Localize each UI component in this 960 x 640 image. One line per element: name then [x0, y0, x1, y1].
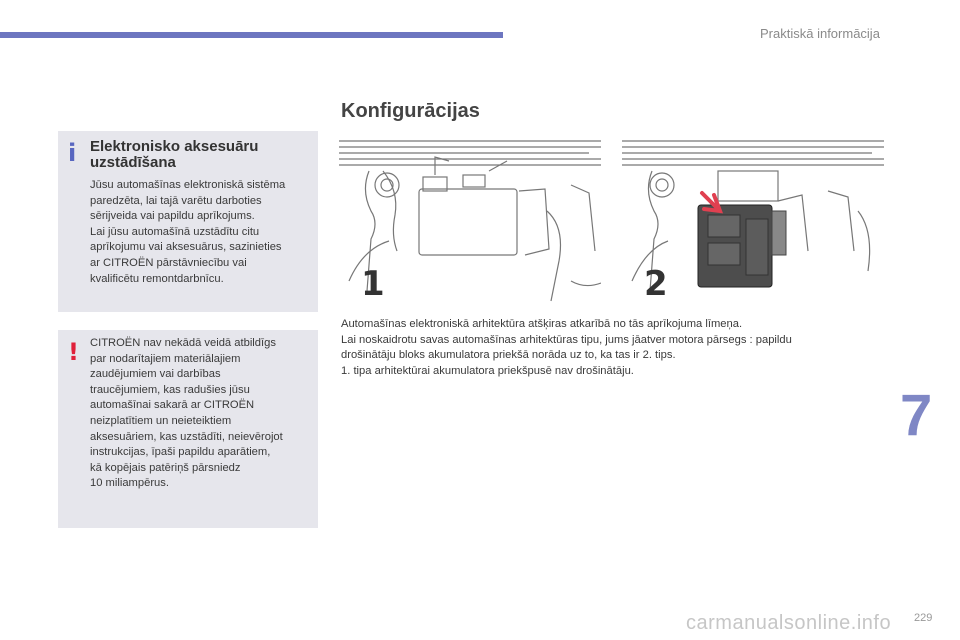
heading-line: uzstādīšana	[90, 154, 176, 171]
info-box	[58, 131, 318, 312]
body-line: ar CITROËN pārstāvniecību vai	[90, 256, 247, 269]
body-line: automašīnai sakarā ar CITROËN	[90, 399, 255, 412]
figure-label-2: 2	[644, 264, 668, 304]
body-line: Lai jūsu automašīnā uzstādītu citu	[90, 225, 260, 238]
warning-box	[58, 330, 318, 528]
main-heading: Konfigurācijas	[341, 100, 480, 122]
body-line: Automašīnas elektroniskā arhitektūra atšķiras atkarībā no tās aprīkojuma līmeņa.	[341, 318, 743, 330]
info-box-body	[90, 178, 312, 287]
body-line: Jūsu automašīnas elektroniskā sistēma	[90, 179, 286, 191]
exclamation-icon: !	[68, 338, 79, 366]
figure-label-1: 1	[361, 264, 385, 304]
body-line: Lai noskaidrotu savas automašīnas arhitektūras tipu, jums jāatver motora pārsegs : papildu	[341, 333, 792, 346]
body-line: CITROËN nav nekādā veidā atbildīgs	[90, 337, 276, 349]
body-line: par nodarītajiem materiālajiem	[90, 352, 241, 365]
body-line: aksesuāriem, kas uzstādīti, neievērojot	[90, 430, 283, 443]
arrow-pointer-icon	[702, 193, 720, 211]
body-line: 10 miliampērus.	[90, 477, 169, 490]
engine-bay-illustration-type-1	[339, 131, 601, 306]
info-icon: i	[68, 139, 77, 167]
warning-box-body	[90, 336, 312, 492]
heading-line: Elektronisko aksesuāru	[90, 138, 259, 155]
info-box-heading	[90, 139, 310, 171]
body-line: neizplatītiem un neieteiktiem	[90, 414, 232, 427]
body-line: sērijveida vai papildu aprīkojums.	[90, 210, 255, 223]
header-accent-bar	[0, 32, 503, 38]
body-line: kvalificētu remontdarbnīcu.	[90, 272, 224, 285]
fuse-box	[698, 205, 786, 287]
page-number: 229	[914, 612, 933, 624]
body-line: instrukcijas, īpaši papildu aparātiem,	[90, 446, 271, 459]
section-title: Praktiskā informācija	[760, 26, 880, 41]
chapter-number: 7	[900, 383, 933, 448]
main-body-text	[341, 317, 901, 379]
watermark: carmanualsonline.info	[686, 612, 892, 634]
body-line: kā kopējais patēriņš pārsniedz	[90, 461, 241, 474]
body-line: traucējumiem, kas radušies jūsu	[90, 383, 250, 396]
body-line: drošinātāju bloks akumulatora priekšā norāda uz to, ka tas ir 2. tips.	[341, 349, 676, 362]
body-line: zaudējumiem vai darbības	[90, 368, 221, 381]
engine-bay-illustration-type-2	[622, 131, 884, 306]
body-line: 1. tipa arhitektūrai akumulatora priekšpusē nav drošinātāju.	[341, 364, 634, 377]
body-line: aprīkojumu vai aksesuārus, sazinieties	[90, 241, 282, 254]
body-line: paredzēta, lai tajā varētu darboties	[90, 194, 262, 207]
